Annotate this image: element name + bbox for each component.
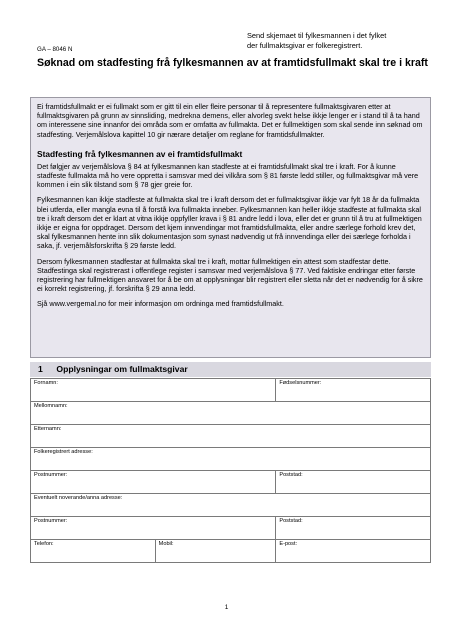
telefon-label: Telefon: bbox=[34, 541, 54, 547]
telefon-field[interactable] bbox=[31, 540, 156, 563]
poststad-label: Poststad: bbox=[279, 472, 303, 478]
mobil-field[interactable] bbox=[155, 540, 276, 563]
etternamn-field[interactable] bbox=[31, 425, 431, 448]
fornamn-label: Fornamn: bbox=[34, 380, 58, 386]
page-number: 1 bbox=[224, 604, 229, 611]
postnummer-2-label: Postnummer: bbox=[34, 518, 68, 524]
postnummer-label: Postnummer: bbox=[34, 472, 68, 478]
info-paragraph-1: Det følgjer av verjemålslova § 84 at fylkesmannen kan stadfeste at ei framtidsfullmakt skal tre i kraft. For å kunne stadfeste fullmakta må ho vere oppretta i samsvar med dei vilkåra som § 81 første ledd stiller, og fullmaktsgivar må vere kommen i ein slik tilstand som § 78 gjer greie for. bbox=[37, 161, 419, 190]
section-number: 1 bbox=[38, 364, 43, 374]
epost-field[interactable] bbox=[276, 540, 431, 563]
fullmaktsgivar-form bbox=[30, 378, 431, 563]
form-id: GA – 8046 N bbox=[37, 46, 73, 53]
send-instructions bbox=[247, 31, 447, 51]
mellomnamn-label: Mellomnamn: bbox=[34, 403, 68, 409]
section-title: Opplysningar om fullmaktsgivar bbox=[56, 364, 188, 374]
postnummer-field[interactable] bbox=[31, 471, 276, 494]
page-title: Søknad om stadfesting frå fylkesmannen av at framtidsfullmakt skal tre i kraft bbox=[37, 57, 428, 69]
info-heading: Stadfesting frå fylkesmannen av ei framtidsfullmakt bbox=[37, 148, 243, 159]
epost-label: E-post: bbox=[279, 541, 298, 547]
etternamn-label: Etternamn: bbox=[34, 426, 62, 432]
send-instructions-line1: Send skjemaet til fylkesmannen i det fylket bbox=[247, 31, 387, 40]
info-paragraph-3: Dersom fylkesmannen stadfestar at fullmakta skal tre i kraft, mottar fullmektigen ein attest som stadfestar dette. Stadfestinga skal registrerast i offentlege register i samsvar med verjemålslova § 77. Ved faktiske endringar etter første registrering har fullmektigen ansvaret for å be om at opplysningar blir registrert eller sletta når det er nødvendig for å sikre ei korrekt registrering, jf. forskrifta § 29 anna ledd. bbox=[37, 256, 423, 294]
mobil-label: Mobil: bbox=[158, 541, 174, 547]
postnummer-2-field[interactable] bbox=[31, 517, 276, 540]
fornamn-field[interactable] bbox=[31, 379, 276, 402]
eventuelt-adresse-label: Eventuelt noverande/anna adresse: bbox=[34, 495, 123, 501]
info-paragraph-2: Fylkesmannen kan ikkje stadfeste at fullmakta skal tre i kraft dersom det er fullmaktsgivar ikkje var fylt 18 år da fullmakta blei utferda, eller mangla evna til å forstå kva fullmakta inneber. Fylkesmannen kan heller ikkje stadfeste at fullmakta skal tre i kraft dersom det er klart at vitna ikkje oppfyller krava i § 81 andre ledd i lova, eller det er grunn til å tru at fullmektigen ikkje er eigna for oppdraget. Dersom det kjem innvendingar mot framtidsfullmakta, eller andre særlege forhold krev det, skal fylkesmannen hente inn slik dokumentasjon som synast nødvendig ut frå innvendinga eller dei særlege forholda i saka, jf. verjemålsforskrifta § 29 første ledd. bbox=[37, 195, 422, 251]
mellomnamn-field[interactable] bbox=[31, 402, 431, 425]
poststad-2-label: Poststad: bbox=[279, 518, 303, 524]
info-intro: Ei framtidsfullmakt er ei fullmakt som er gitt til ein eller fleire personar til å representere fullmaktsgivaren etter at fullmaktsgivaren på grunn av sinnsliding, medrekna demens, eller alvorleg svekt helse ikkje lenger er i stand til å ta hand om interessene sine innanfor dei områda som er omfatta av fullmakta. Det er fullmektigen som skal sende inn søknad om stadfesting. Verjemålslova kapittel 10 gir nærare detaljer om reglane for framtidsfullmakter. bbox=[37, 102, 423, 139]
folkeregistrert-adresse-field[interactable] bbox=[31, 448, 431, 471]
info-box bbox=[30, 97, 431, 358]
eventuelt-adresse-field[interactable] bbox=[31, 494, 431, 517]
fodselsnummer-label: Fødselsnummer: bbox=[279, 380, 322, 386]
send-instructions-line2: der fullmaktsgivar er folkeregistrert. bbox=[247, 41, 363, 50]
info-paragraph-4: Sjå www.vergemal.no for meir informasjon om ordninga med framtidsfullmakt. bbox=[37, 299, 284, 309]
poststad-field[interactable] bbox=[276, 471, 431, 494]
fodselsnummer-field[interactable] bbox=[276, 379, 431, 402]
poststad-2-field[interactable] bbox=[276, 517, 431, 540]
section-1-header bbox=[30, 362, 431, 377]
folkeregistrert-adresse-label: Folkeregistrert adresse: bbox=[34, 449, 93, 455]
